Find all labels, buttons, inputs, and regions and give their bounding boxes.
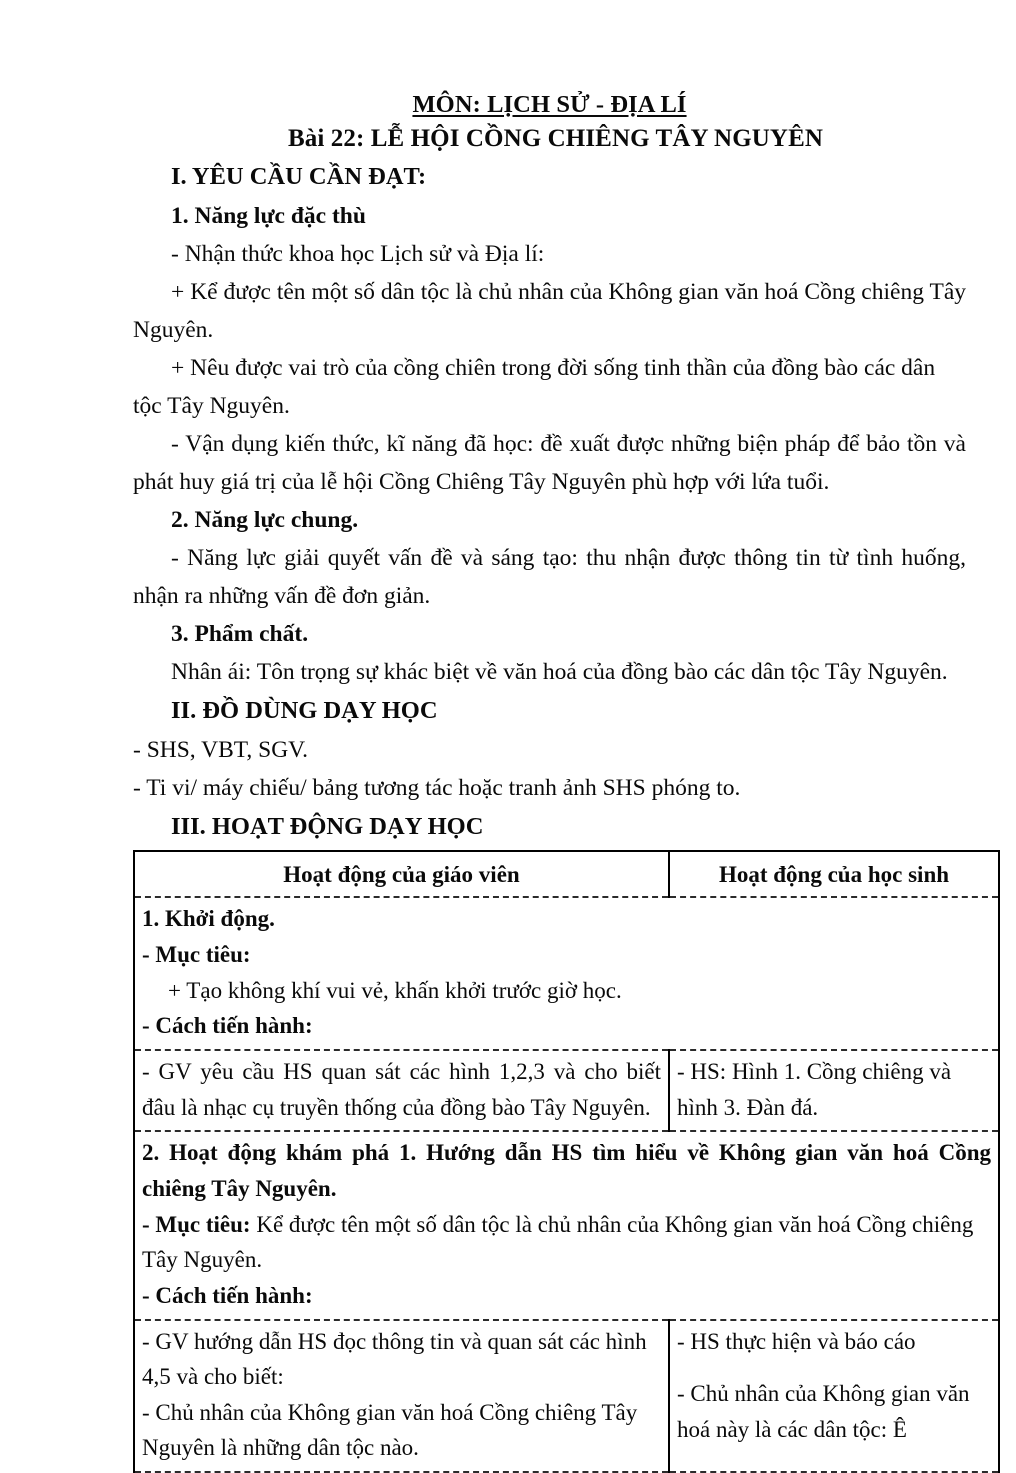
table-cell-student-activity-2 xyxy=(669,1320,999,1473)
table-cell-teacher-activity-1 xyxy=(134,1050,669,1131)
text-bullet-1: + Kể được tên một số dân tộc là chủ nhân của Không gian văn hoá Cồng chiêng Tây Nguyên. xyxy=(133,278,966,343)
explore-method-label: - Cách tiến hành: xyxy=(142,1282,313,1308)
document-subject-title-text: MÔN: LỊCH SỬ - ĐỊA LÍ xyxy=(412,91,687,118)
student-activity-2-text-a: - HS thực hiện và báo cáo xyxy=(677,1328,916,1354)
explore-objective-label: - Mục tiêu: xyxy=(142,1211,251,1237)
text-bullet-2: + Nêu được vai trò của cồng chiên trong đời sống tinh thần của đồng bào các dân tộc Tây Nguyên. xyxy=(133,354,936,419)
teacher-activity-2-text-b: - Chủ nhân của Không gian văn hoá Cồng chiêng Tây Nguyên là những dân tộc nào. xyxy=(142,1399,638,1461)
student-activity-2-text-b: - Chủ nhân của Không gian văn hoá này là các dân tộc: Ê xyxy=(677,1381,970,1442)
table-cell-explore-heading xyxy=(134,1131,999,1319)
text-competency-general: - Năng lực giải quyết vấn đề và sáng tạo: thu nhận được thông tin từ tình huống, nhận ra những vấn đề đơn giản. xyxy=(133,545,966,610)
table-header-student: Hoạt động của học sinh xyxy=(669,851,999,898)
document-subject-title xyxy=(133,88,966,121)
text-equipment-item-2: - Ti vi/ máy chiếu/ bảng tương tác hoặc tranh ảnh SHS phóng to. xyxy=(133,774,741,801)
table-row xyxy=(134,1320,999,1473)
table-cell-warmup xyxy=(134,897,999,1050)
document-lesson-title: Bài 22: LỄ HỘI CỒNG CHIÊNG TÂY NGUYÊN xyxy=(287,125,823,153)
student-activity-2-spacer xyxy=(677,1359,991,1376)
text-equipment-item-1: - SHS, VBT, SGV. xyxy=(133,736,308,763)
heading-section-1: I. YÊU CẦU CẦN ĐẠT: xyxy=(171,163,427,191)
warmup-method-label: - Cách tiến hành: xyxy=(142,1013,313,1039)
teacher-activity-2-text-a: - GV hướng dẫn HS đọc thông tin và quan sát các hình 4,5 và cho biết: xyxy=(142,1328,647,1390)
heading-section-3: III. HOẠT ĐỘNG DẠY HỌC xyxy=(171,812,484,840)
warmup-objective-text: + Tạo không khí vui vẻ, khấn khởi trước giờ học. xyxy=(168,977,622,1003)
table-cell-student-activity-1 xyxy=(669,1050,999,1131)
explore-objective xyxy=(142,1207,991,1278)
explore-objective-text: Kể được tên một số dân tộc là chủ nhân của Không gian văn hoá Cồng chiêng Tây Nguyên. xyxy=(142,1211,974,1273)
explore-title: 2. Hoạt động khám phá 1. Hướng dẫn HS tìm hiểu về Không gian văn hoá Cồng chiêng Tây Nguyên. xyxy=(142,1140,991,1201)
text-awareness-line: - Nhận thức khoa học Lịch sử và Địa lí: xyxy=(171,240,545,267)
heading-competency-specific: 1. Năng lực đặc thù xyxy=(171,202,366,229)
table-header-row xyxy=(134,851,999,898)
heading-quality: 3. Phẩm chất. xyxy=(171,621,309,648)
teaching-activities-table xyxy=(133,850,1000,1473)
student-activity-1-text: - HS: Hình 1. Cồng chiêng và hình 3. Đàn đá. xyxy=(677,1059,952,1120)
warmup-title: 1. Khởi động. xyxy=(142,906,275,932)
table-row xyxy=(134,1050,999,1131)
text-bullet-3: - Vận dụng kiến thức, kĩ năng đã học: đề xuất được những biện pháp để bảo tồn và phát huy giá trị của lễ hội Cồng Chiêng Tây Nguyên phù hợp với lứa tuổi. xyxy=(133,430,966,495)
heading-section-2: II. ĐỒ DÙNG DẠY HỌC xyxy=(171,697,438,725)
document-body xyxy=(133,88,991,1473)
table-row xyxy=(134,1131,999,1319)
text-quality: Nhân ái: Tôn trọng sự khác biệt về văn hoá của đồng bào các dân tộc Tây Nguyên. xyxy=(171,659,948,686)
teacher-activity-1-text: - GV yêu cầu HS quan sát các hình 1,2,3 và cho biết đâu là nhạc cụ truyền thống của đồng bào Tây Nguyên. xyxy=(142,1059,661,1120)
table-row xyxy=(134,897,999,1050)
table-header-teacher: Hoạt động của giáo viên xyxy=(134,851,669,898)
table-cell-teacher-activity-2 xyxy=(134,1320,669,1473)
heading-competency-general: 2. Năng lực chung. xyxy=(171,507,359,533)
warmup-objective-label: - Mục tiêu: xyxy=(142,942,251,968)
